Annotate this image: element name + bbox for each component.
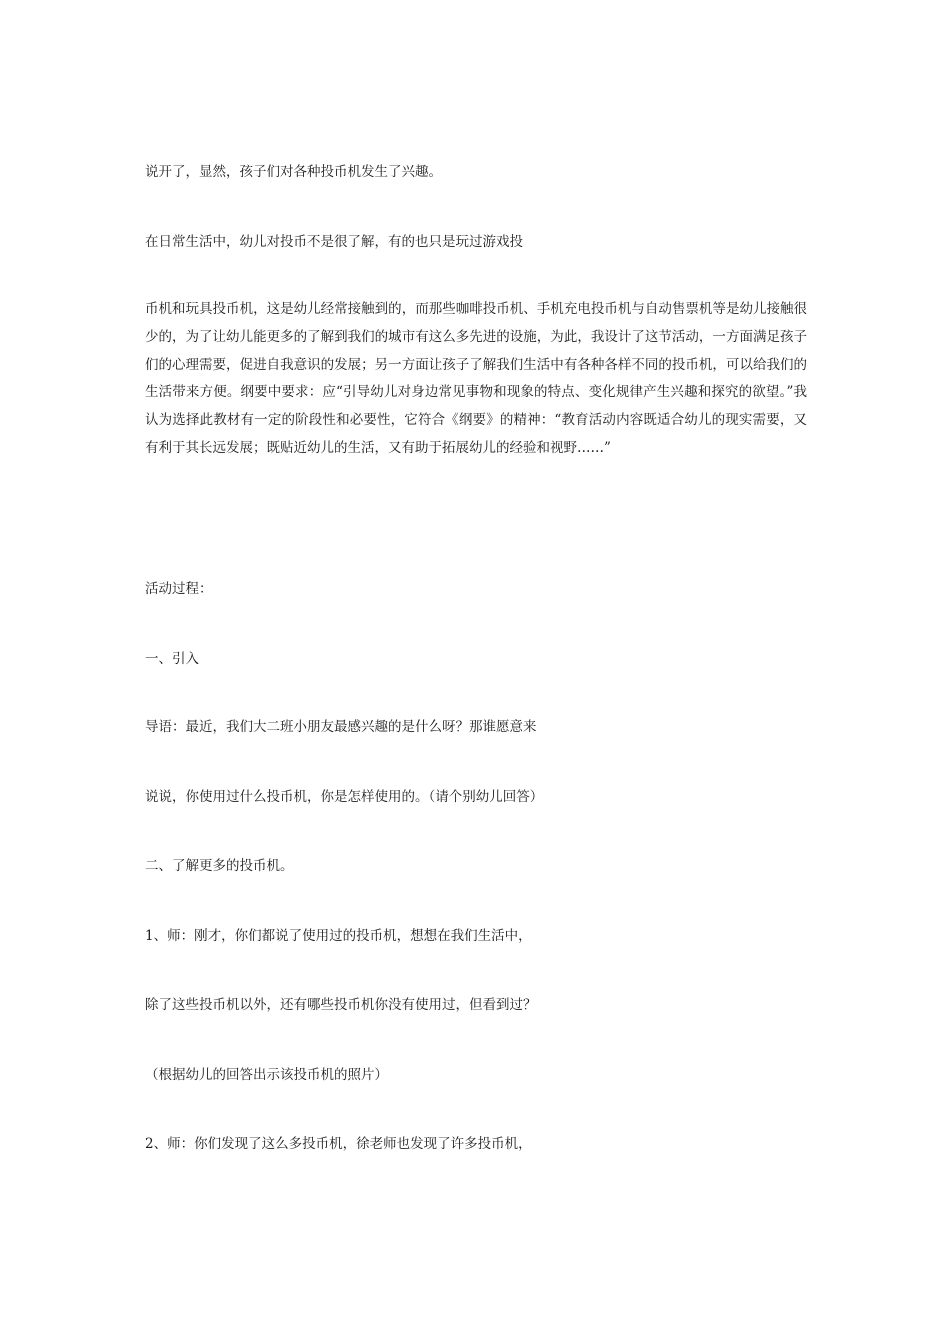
paragraph-step-one-note: （根据幼儿的回答出示该投币机的照片） (145, 1067, 388, 1083)
heading-section-one: 一、引入 (145, 651, 199, 667)
heading-section-two: 二、了解更多的投币机。 (145, 858, 294, 874)
paragraph-step-two: 2、师：你们发现了这么多投币机，徐老师也发现了许多投币机， (145, 1136, 532, 1152)
paragraph-rationale: 币机和玩具投币机，这是幼儿经常接触到的，而那些咖啡投币机、手机充电投币机与自动售票机等是幼儿接触很少的，为了让幼儿能更多的了解到我们的城市有这么多先进的设施，为此，我设计了这节活动，一方面满足孩子们的心理需要，促进自我意识的发展；另一方面让孩子了解我们生活中有各种各样不同的投币机，可以给我们的生活带来方便。纲要中要求：应“引导幼儿对身边常见事物和现象的特点、变化规律产生兴趣和探究的欲望。”我认为选择此教材有一定的阶段性和必要性，它符合《纲要》的精神：“教育活动内容既适合幼儿的现实需要，又有利于其长远发展；既贴近幼儿的生活，又有助于拓展幼儿的经验和视野……” (145, 301, 807, 456)
paragraph-step-one: 1、师：刚才，你们都说了使用过的投币机，想想在我们生活中， (145, 928, 532, 944)
paragraph-guide-question-cont: 说说，你使用过什么投币机，你是怎样使用的。（请个别幼儿回答） (145, 789, 544, 805)
heading-activity-process: 活动过程： (145, 581, 213, 597)
paragraph-step-one-cont: 除了这些投币机以外，还有哪些投币机你没有使用过，但看到过？ (145, 997, 537, 1013)
paragraph-guide-question: 导语：最近，我们大二班小朋友最感兴趣的是什么呀？那谁愿意来 (145, 719, 537, 735)
paragraph-daily-life: 在日常生活中，幼儿对投币不是很了解，有的也只是玩过游戏投 (145, 234, 523, 250)
paragraph-intro-end: 说开了，显然，孩子们对各种投币机发生了兴趣。 (145, 164, 442, 180)
